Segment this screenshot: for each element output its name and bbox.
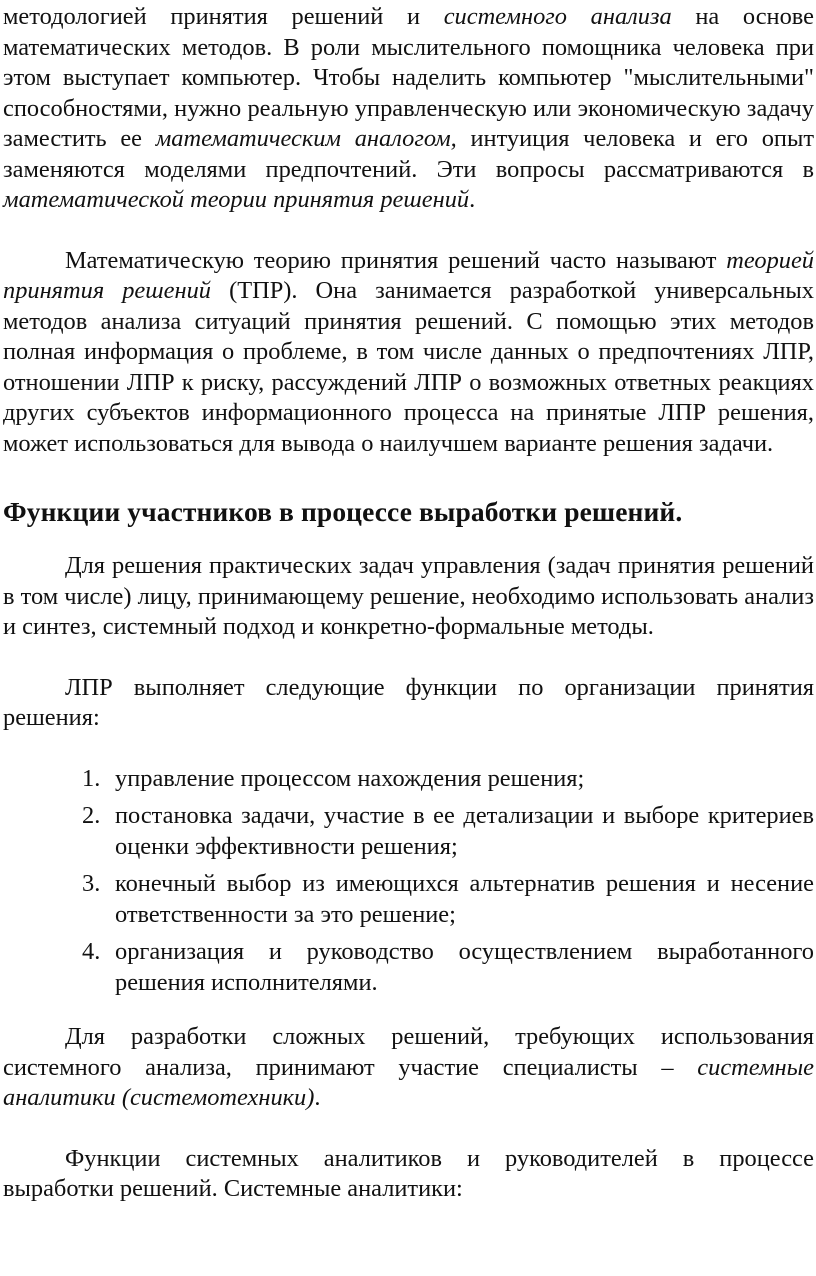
paragraph-lpr-functions: ЛПР выполняет следующие функции по организации принятия решения:	[3, 673, 814, 731]
emphasis-decision-theory: теорией принятия решений	[3, 246, 814, 304]
text: .	[314, 1084, 321, 1111]
paragraph-intro-continued	[3, 2, 814, 216]
text: Математическую теорию принятия решений часто называют	[65, 246, 727, 274]
emphasis-system-analysis: системного анализа	[443, 3, 672, 30]
paragraph-practical-tasks: Для решения практических задач управления (задач принятия решений в том числе) лицу, принимающему решение, необходимо использовать анализ и синтез, системный подход и конкретно-формальные методы.	[3, 552, 814, 640]
emphasis-math-decision-theory: математической теории принятия решений	[3, 186, 470, 213]
list-item	[3, 764, 814, 795]
text: Для разработки сложных решений, требующих использования системного анализа, принимают участие специалисты –	[3, 1023, 814, 1081]
paragraph-system-analysts	[3, 1022, 814, 1114]
list-item	[3, 869, 814, 930]
list-item-number: 2.	[82, 802, 101, 829]
list-item-text: управление процессом нахождения решения;	[115, 764, 585, 792]
list-item-text: постановка задачи, участие в ее детализации и выборе критериев оценки эффективности решения;	[115, 802, 814, 860]
list-item-text: организация и руководство осуществлением выработанного решения исполнителями.	[115, 938, 814, 996]
list-item	[3, 937, 814, 998]
list-item	[3, 801, 814, 862]
list-item-text: конечный выбор из имеющихся альтернатив решения и несение ответственности за это решение;	[115, 870, 814, 928]
functions-list	[3, 764, 814, 999]
emphasis-system-analysts: системные аналитики (системотехники)	[3, 1053, 814, 1111]
list-item-number: 4.	[82, 938, 101, 965]
text: интуиция человека и его опыт заменяются моделями предпочтений. Эти вопросы рассматриваются в	[3, 125, 814, 183]
list-item-number: 3.	[82, 870, 101, 897]
text: .	[469, 186, 476, 213]
paragraph-analyst-functions: Функции системных аналитиков и руководителей в процессе выработки решений. Системные аналитики:	[3, 1144, 814, 1202]
paragraph-decision-theory	[3, 246, 814, 460]
text: на основе математических методов. В роли мыслительного помощника человека при этом выступает компьютер. Чтобы наделить компьютер "мыслительными" способностями, нужно реальную управленческую или экономическую задачу заместить ее	[3, 3, 814, 152]
text: (ТПР). Она занимается разработкой универсальных методов анализа ситуаций принятия решений. С помощью этих методов полная информация о проблеме, в том числе данных о предпочтениях ЛПР, отношении ЛПР к риску, рассуждений ЛПР о возможных ответных реакциях других субъектов информационного процесса на принятые ЛПР решения, может использоваться для вывода о наилучшем варианте решения задачи.	[3, 277, 814, 457]
list-item-number: 1.	[82, 764, 101, 792]
section-heading: Функции участников в процессе выработки решений.	[3, 496, 683, 527]
emphasis-math-analog: математическим аналогом,	[155, 125, 457, 152]
text: методологией принятия решений и	[3, 3, 444, 30]
